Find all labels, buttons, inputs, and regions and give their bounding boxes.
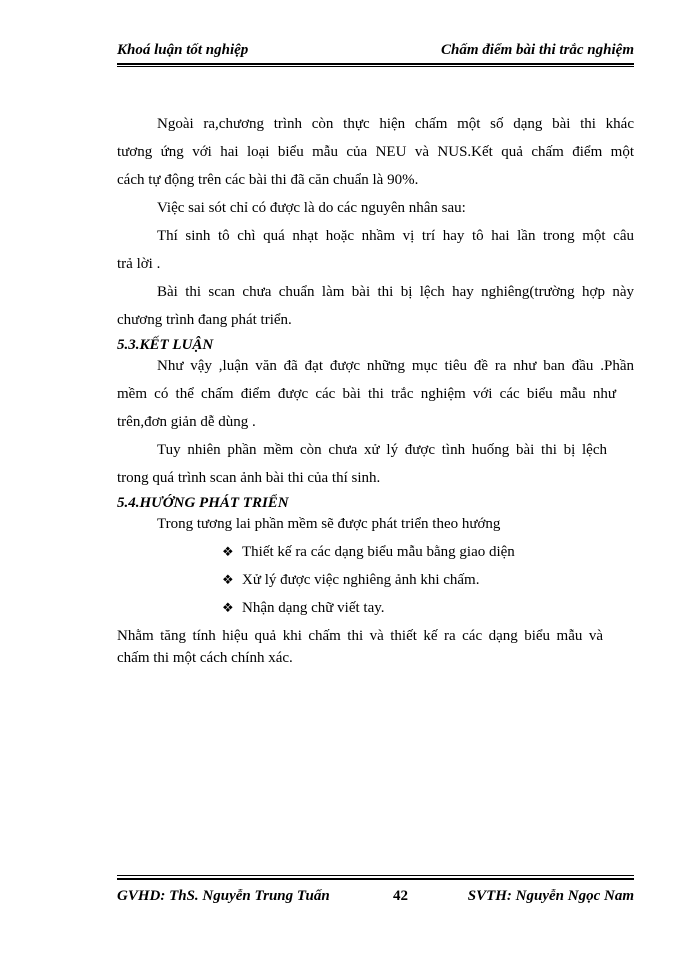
paragraph-line: trên,đơn giản dễ dùng . xyxy=(117,414,256,430)
header-left: Khoá luận tốt nghiệp xyxy=(117,42,249,58)
paragraph-line: Thí sinh tô chì quá nhạt hoặc nhầm vị trí hay tô hai lần trong một câu xyxy=(157,228,634,244)
header-rule-thick xyxy=(117,63,634,65)
paragraph-line: Việc sai sót chỉ có được là do các nguyên nhân sau: xyxy=(157,200,466,216)
header-right: Chấm điểm bài thi trắc nghiệm xyxy=(441,42,634,58)
paragraph-line: chương trình đang phát triển. xyxy=(117,312,292,328)
paragraph-line: tương ứng với hai loại biểu mẫu của NEU và NUS.Kết quả chấm điểm một xyxy=(117,144,634,160)
bullet-item xyxy=(222,542,515,562)
paragraph-line: trong quá trình scan ảnh bài thi của thí sinh. xyxy=(117,470,381,486)
bullet-text: Xử lý được việc nghiêng ảnh khi chấm. xyxy=(242,572,480,588)
paragraph-line: chấm thi một cách chính xác. xyxy=(117,650,293,666)
footer-rule-thick xyxy=(117,878,634,880)
bullet-text: Nhận dạng chữ viết tay. xyxy=(242,600,385,616)
bullet-item xyxy=(222,598,385,618)
diamond-bullet-icon: ❖ xyxy=(222,572,234,587)
page-header xyxy=(117,38,634,62)
paragraph-line: Nhằm tăng tính hiệu quả khi chấm thi và thiết kế ra các dạng biểu mẫu và xyxy=(117,628,603,644)
footer-student: SVTH: Nguyễn Ngọc Nam xyxy=(467,888,634,904)
footer-supervisor: GVHD: ThS. Nguyễn Trung Tuấn xyxy=(117,888,330,904)
bullet-text: Thiết kế ra các dạng biểu mẫu bằng giao diện xyxy=(242,544,515,560)
footer-rule-thin xyxy=(117,875,634,876)
section-heading-5-3: 5.3.KẾT LUẬN xyxy=(117,337,214,353)
paragraph-line: trả lời . xyxy=(117,256,161,272)
header-rule-thin xyxy=(117,66,634,67)
paragraph-line: Bài thi scan chưa chuẩn làm bài thi bị lệch hay nghiêng(trường hợp này xyxy=(157,284,634,300)
paragraph-line: Tuy nhiên phần mềm còn chưa xử lý được tình huống bài thi bị lệch xyxy=(157,442,607,458)
page-footer xyxy=(117,884,634,908)
paragraph-line: Như vậy ,luận văn đã đạt được những mục tiêu đề ra như ban đầu .Phần xyxy=(157,358,634,374)
section-heading-5-4: 5.4.HƯỚNG PHÁT TRIỂN xyxy=(117,495,289,511)
paragraph-line: mềm có thể chấm điểm được các bài thi trắc nghiệm với các biểu mẫu như xyxy=(117,386,616,402)
paragraph-line: Ngoài ra,chương trình còn thực hiện chấm một số dạng bài thi khác xyxy=(157,116,634,132)
paragraph-line: cách tự động trên các bài thi đã căn chuẩn là 90%. xyxy=(117,172,419,188)
diamond-bullet-icon: ❖ xyxy=(222,544,234,559)
paragraph-line: Trong tương lai phần mềm sẽ được phát triển theo hướng xyxy=(157,516,501,532)
bullet-item xyxy=(222,570,479,590)
diamond-bullet-icon: ❖ xyxy=(222,600,234,615)
page-number: 42 xyxy=(393,888,408,904)
